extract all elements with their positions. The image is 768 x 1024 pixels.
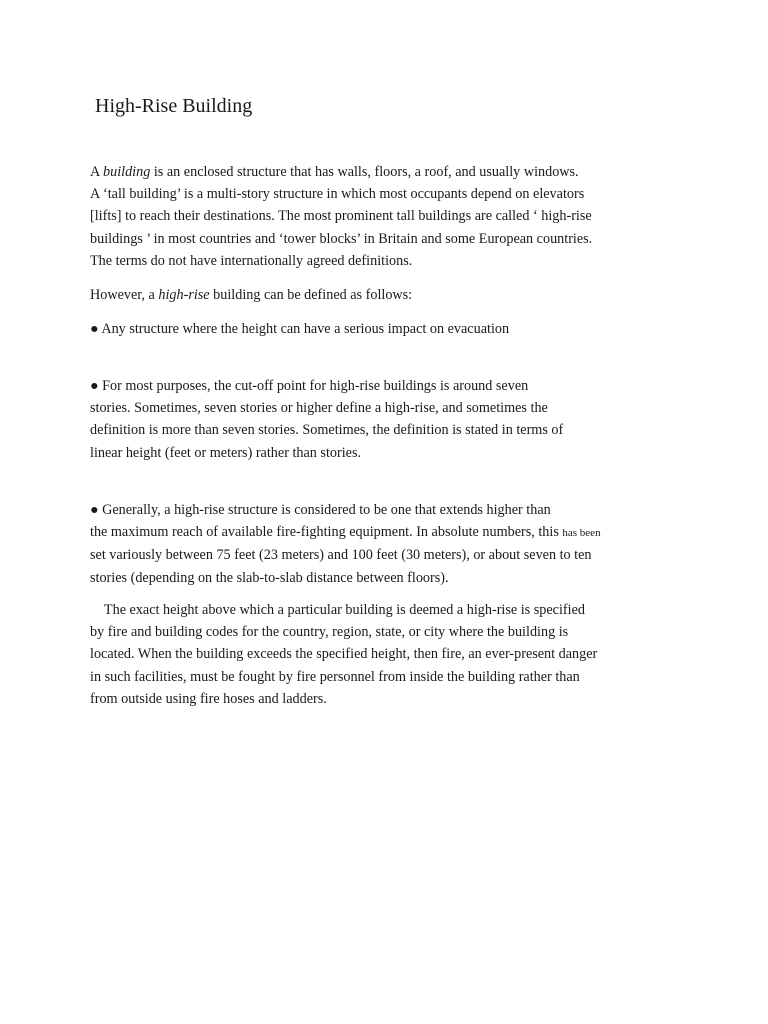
closing-line-5: from outside using fire hoses and ladders. xyxy=(90,690,327,707)
closing-line-2: by fire and building codes for the country, region, state, or city where the building is xyxy=(90,624,569,641)
closing-line-4: in such facilities, must be fought by fire personnel from inside the building rather than xyxy=(90,668,580,685)
intro-line-5: The terms do not have internationally agreed definitions. xyxy=(90,252,413,269)
bullet-3-line-4: stories (depending on the slab-to-slab distance between floors). xyxy=(90,569,449,586)
definition-intro-line: However, a high-rise building can be defined as follows: xyxy=(90,287,413,303)
intro-paragraph xyxy=(90,161,710,272)
closing-paragraph xyxy=(90,599,710,710)
bullet-3-line-1: ● Generally, a high-rise structure is considered to be one that extends higher than xyxy=(90,502,551,518)
emphasis-high-rise: high-rise xyxy=(158,287,210,303)
bullet-2-line-4: linear height (feet or meters) rather than stories. xyxy=(90,444,362,461)
bullet-1-line-1: ● Any structure where the height can have a serious impact on evacuation xyxy=(90,321,510,337)
intro-line-4: buildings ’ in most countries and ‘tower blocks’ in Britain and some European countries. xyxy=(90,230,593,247)
definition-intro-paragraph xyxy=(90,284,710,306)
bullet-2-line-1: ● For most purposes, the cut-off point for high-rise buildings is around seven xyxy=(90,378,529,394)
bullet-item-evacuation xyxy=(90,318,710,340)
closing-line-1: The exact height above which a particular building is deemed a high-rise is specified xyxy=(90,602,585,618)
small-text-has-been: has been xyxy=(562,527,601,540)
bullet-item-seven-stories xyxy=(90,375,710,464)
bullet-item-fire-equipment xyxy=(90,499,710,589)
intro-line-3: [lifts] to reach their destinations. The most prominent tall buildings are called ‘ high-rise xyxy=(90,208,592,225)
bullet-3-line-2: the maximum reach of available fire-fighting equipment. In absolute numbers, this has been xyxy=(90,524,601,541)
intro-line-2: A ‘tall building’ is a multi-story structure in which most occupants depend on elevators xyxy=(90,186,585,203)
bullet-2-line-2: stories. Sometimes, seven stories or higher define a high-rise, and sometimes the xyxy=(90,400,548,417)
emphasis-building: building xyxy=(103,164,151,180)
closing-line-3: located. When the building exceeds the specified height, then fire, an ever-present danger xyxy=(90,646,598,663)
document-title: High-Rise Building xyxy=(95,95,253,117)
bullet-2-line-3: definition is more than seven stories. Sometimes, the definition is stated in terms of xyxy=(90,422,564,439)
bullet-3-line-3: set variously between 75 feet (23 meters) and 100 feet (30 meters), or about seven to ten xyxy=(90,547,592,564)
intro-line-1: A building is an enclosed structure that has walls, floors, a roof, and usually windows. xyxy=(90,164,579,180)
